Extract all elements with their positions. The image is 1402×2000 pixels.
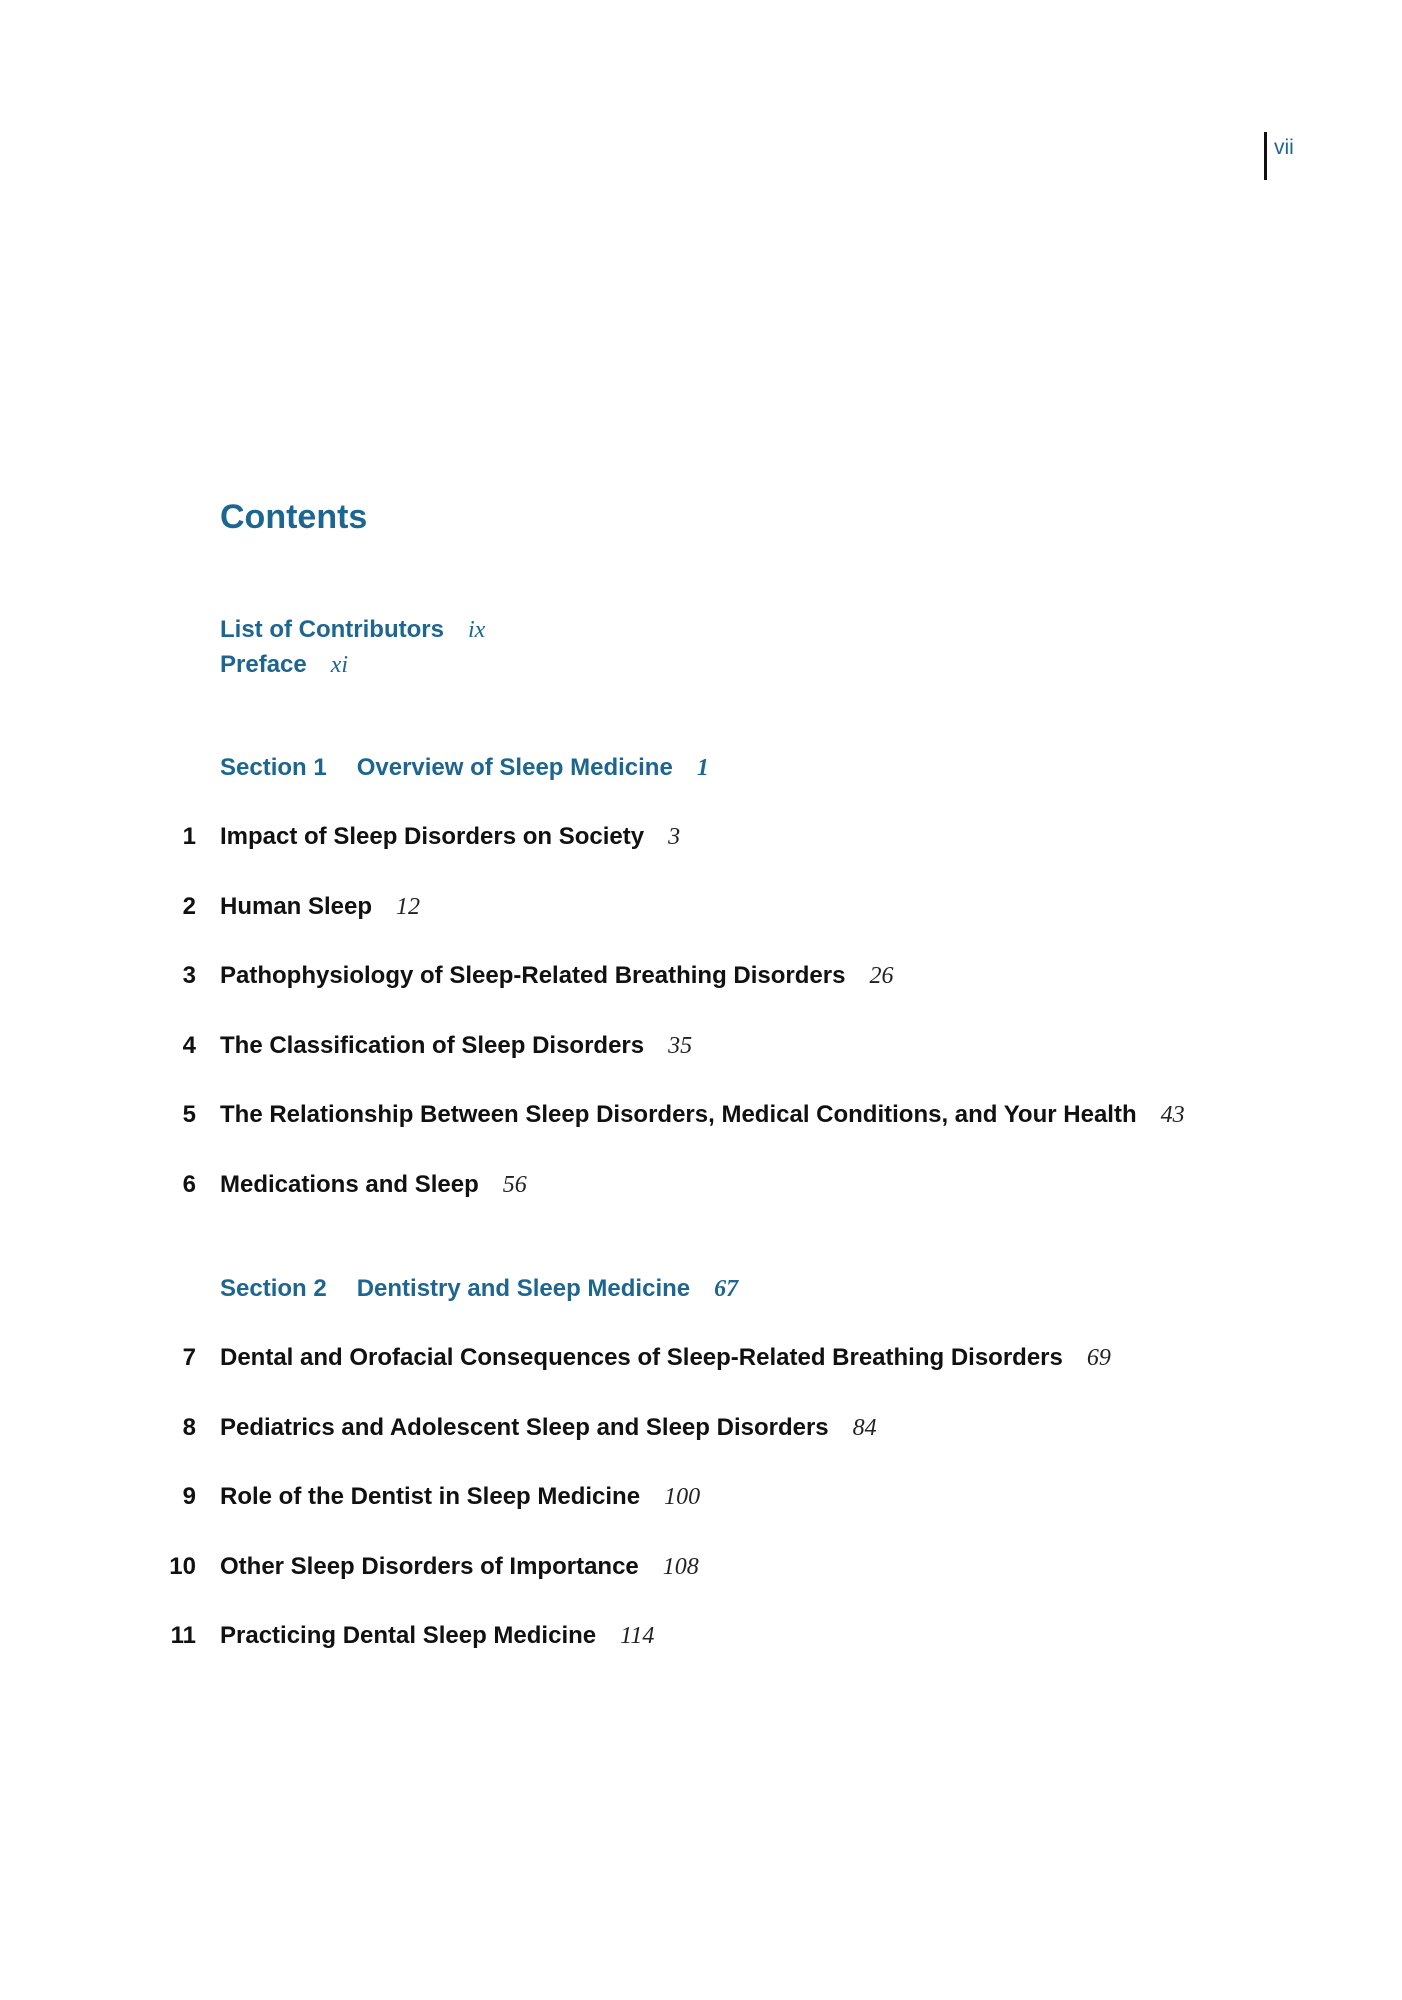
page-number: vii (1274, 136, 1294, 159)
chapter-page: 114 (620, 1623, 655, 1649)
chapter-title: Dental and Orofacial Consequences of Sleep-Related Breathing Disorders (220, 1344, 1063, 1371)
chapter-title: Other Sleep Disorders of Importance (220, 1553, 639, 1580)
toc-chapter-9[interactable] (150, 1480, 1250, 1514)
chapter-page: 43 (1160, 1102, 1185, 1128)
toc-entry-list-of-contributors[interactable] (220, 612, 485, 647)
chapter-page: 3 (668, 824, 681, 850)
section-label: Section 2 (220, 1275, 327, 1302)
chapter-page: 100 (664, 1484, 701, 1510)
chapter-number: 7 (182, 1344, 196, 1371)
chapter-title: Impact of Sleep Disorders on Society (220, 823, 645, 850)
toc-entry-label: List of Contributors (220, 616, 444, 643)
toc-chapter-4[interactable] (150, 1029, 1250, 1063)
chapter-number: 2 (182, 893, 196, 920)
chapter-title: The Relationship Between Sleep Disorders, Medical Conditions, and Your Health (220, 1101, 1137, 1128)
toc-chapter-10[interactable] (150, 1550, 1250, 1584)
toc-chapter-5[interactable] (150, 1098, 1250, 1132)
chapter-title: Medications and Sleep (220, 1171, 479, 1198)
chapter-page: 84 (852, 1415, 877, 1441)
chapter-number: 11 (170, 1622, 196, 1649)
chapter-page: 12 (396, 894, 421, 920)
section-label: Section 1 (220, 754, 327, 781)
toc-entry-preface[interactable] (220, 647, 485, 682)
chapter-title: The Classification of Sleep Disorders (220, 1032, 645, 1059)
toc-chapter-11[interactable] (150, 1619, 1250, 1653)
chapter-title: Practicing Dental Sleep Medicine (220, 1622, 597, 1649)
chapter-number: 9 (182, 1483, 196, 1510)
toc-entry-page: ix (467, 617, 486, 643)
toc-chapter-7[interactable] (150, 1341, 1250, 1375)
chapter-title: Human Sleep (220, 893, 373, 920)
toc-section-2[interactable] (220, 1272, 738, 1306)
toc-section-1[interactable] (220, 751, 709, 785)
chapter-number: 4 (182, 1032, 196, 1059)
chapter-title: Pediatrics and Adolescent Sleep and Sleep Disorders (220, 1414, 829, 1441)
toc-entry-page: xi (330, 652, 349, 678)
chapter-page: 108 (662, 1554, 699, 1580)
toc-entry-label: Preface (220, 651, 307, 678)
toc-chapter-2[interactable] (150, 890, 1250, 924)
chapter-number: 8 (182, 1414, 196, 1441)
section-page: 1 (696, 755, 709, 781)
front-matter-list (220, 612, 485, 682)
chapter-page: 35 (668, 1033, 693, 1059)
section-title: Dentistry and Sleep Medicine (356, 1275, 691, 1302)
chapter-page: 69 (1086, 1345, 1111, 1371)
toc-chapter-3[interactable] (150, 959, 1250, 993)
page-number-rule (1264, 132, 1267, 180)
chapter-number: 6 (182, 1171, 196, 1198)
toc-chapter-1[interactable] (150, 820, 1250, 854)
chapter-number: 1 (182, 823, 196, 850)
chapter-number: 10 (169, 1553, 196, 1580)
chapter-page: 56 (502, 1172, 527, 1198)
chapter-page: 26 (869, 963, 894, 989)
chapter-title: Role of the Dentist in Sleep Medicine (220, 1483, 641, 1510)
toc-chapter-8[interactable] (150, 1411, 1250, 1445)
chapter-title: Pathophysiology of Sleep-Related Breathing Disorders (220, 962, 846, 989)
chapter-number: 5 (182, 1101, 196, 1128)
chapter-number: 3 (182, 962, 196, 989)
toc-chapter-6[interactable] (150, 1168, 1250, 1202)
page-title: Contents (220, 498, 368, 536)
section-title: Overview of Sleep Medicine (356, 754, 673, 781)
section-page: 67 (714, 1276, 739, 1302)
